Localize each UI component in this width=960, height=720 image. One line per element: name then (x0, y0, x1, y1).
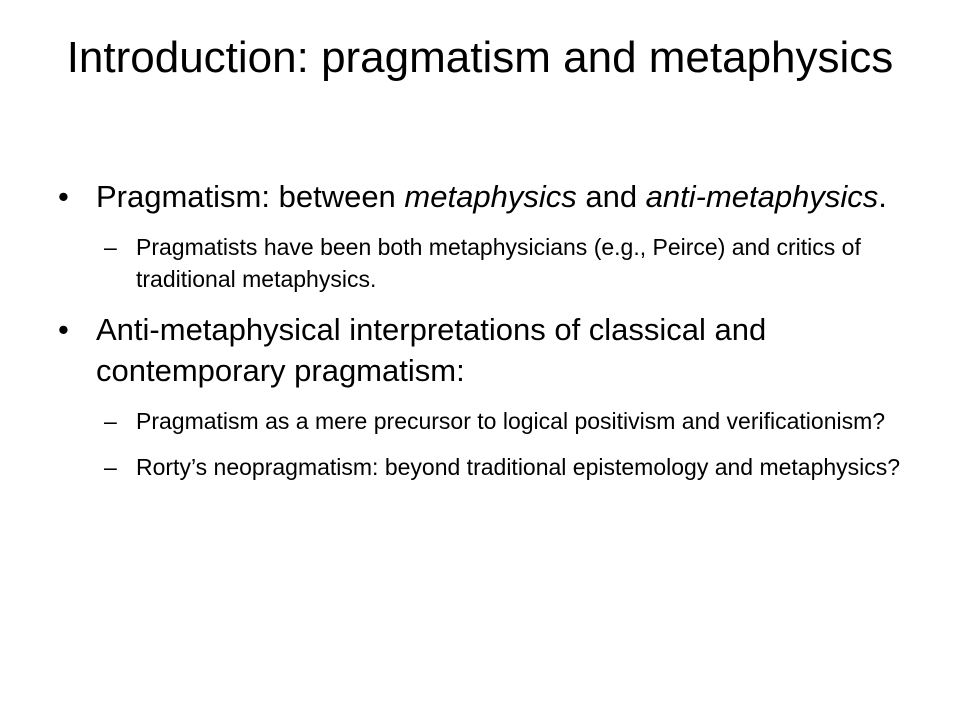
sub-bullet-marker: – (104, 408, 117, 434)
sub-bullet-item (58, 231, 908, 295)
sub-bullet-item (58, 405, 908, 437)
bullet-text-segment-italic: anti-metaphysics (645, 179, 879, 214)
bullet-marker: • (58, 312, 69, 347)
slide-title: Introduction: pragmatism and metaphysics (66, 33, 894, 82)
sub-bullet-text: Pragmatism as a mere precursor to logical positivism and verificationism? (136, 408, 886, 434)
sub-bullet-item (58, 451, 908, 483)
bullet-text-segment: . (878, 179, 887, 214)
slide-body (58, 176, 908, 483)
bullet-item (58, 309, 908, 391)
bullet-text (96, 179, 887, 214)
sub-bullet-text: Rorty’s neopragmatism: beyond traditional epistemology and metaphysics? (136, 454, 901, 480)
bullet-text-segment: and (576, 179, 646, 214)
bullet-text: Anti-metaphysical interpretations of classical and contemporary pragmatism: (96, 312, 767, 388)
sub-bullet-text: Pragmatists have been both metaphysicians (e.g., Peirce) and critics of traditional metaphysics. (136, 234, 861, 292)
bullet-marker: • (58, 179, 69, 214)
sub-bullet-marker: – (104, 234, 117, 260)
bullet-text-segment-italic: metaphysics (404, 179, 577, 214)
sub-bullet-marker: – (104, 454, 117, 480)
bullet-text-segment: Pragmatism: between (96, 179, 405, 214)
bullet-item (58, 176, 908, 217)
